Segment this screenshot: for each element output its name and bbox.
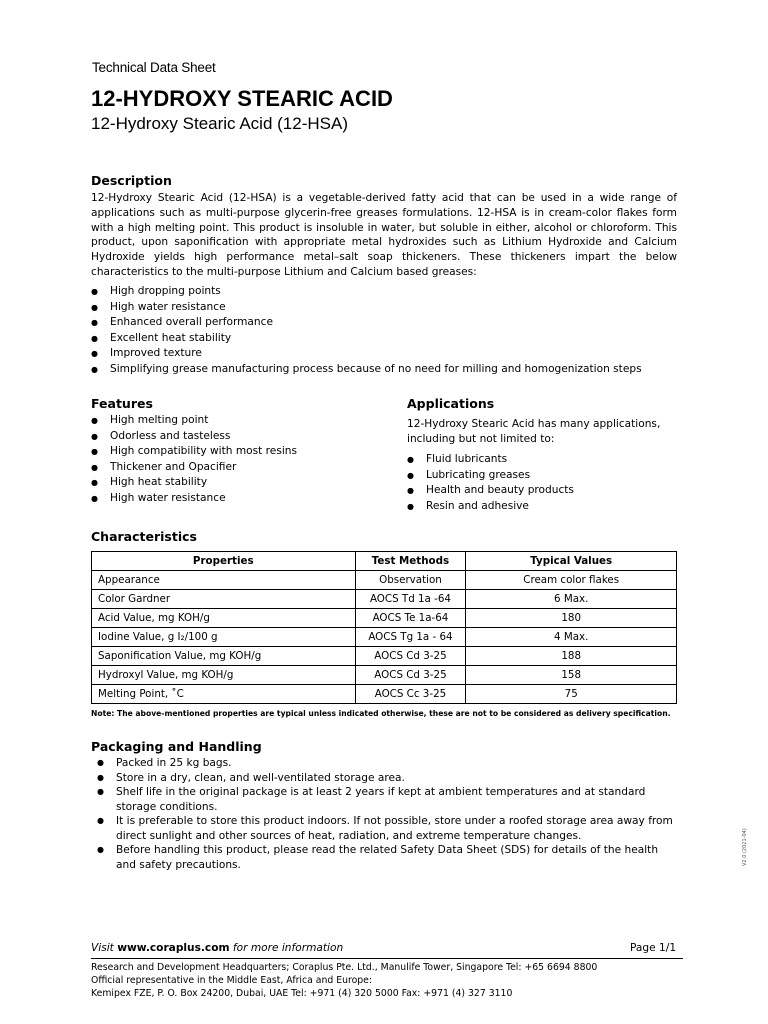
property-cell: Melting Point, ˚C <box>92 685 356 704</box>
list-item: ● Fluid lubricants <box>407 452 677 468</box>
applications-intro: 12-Hydroxy Stearic Acid has many applications, including but not limited to: <box>407 418 661 445</box>
applications-heading: Applications <box>407 396 495 411</box>
list-item: ● Improved texture <box>91 346 691 362</box>
description-text: 12-Hydroxy Stearic Acid (12-HSA) is a vegetable-derived fatty acid that can be used in a wide range of applications such as multi-purpose glycerin-free greases formulations. 12-HSA is in cream-color flakes form with a high melting point. This product is insoluble in water, but soluble in either, alcohol or chloroform. This product, upon saponification with appropriate metal hydroxides such as Lithium Hydroxide and Calcium Hydroxide yields high performance metal–salt soap thickeners. These thickeners impart the below characteristics to the multi-purpose Lithium and Calcium based greases: <box>91 192 677 278</box>
list-item: ● High compatibility with most resins <box>91 444 381 460</box>
applications-bullet-list <box>407 452 677 514</box>
list-item: ● Simplifying grease manufacturing process because of no need for milling and homogenization steps <box>91 362 691 378</box>
method-cell: Observation <box>355 571 466 590</box>
value-cell: 188 <box>466 647 677 666</box>
method-cell: AOCS Tg 1a - 64 <box>355 628 466 647</box>
footer-visit <box>91 942 343 954</box>
property-cell: Color Gardner <box>92 590 356 609</box>
property-cell: Appearance <box>92 571 356 590</box>
table-note: Note: The above-mentioned properties are typical unless indicated otherwise, these are not to be considered as delivery specification. <box>91 709 671 718</box>
list-item: ● High dropping points <box>91 284 691 300</box>
value-cell: 180 <box>466 609 677 628</box>
list-item: ● Lubricating greases <box>407 468 677 484</box>
value-cell: 75 <box>466 685 677 704</box>
packaging-heading: Packaging and Handling <box>91 739 262 754</box>
property-cell: Iodine Value, g I₂/100 g <box>92 628 356 647</box>
page-number: Page 1/1 <box>630 942 677 954</box>
table-row <box>92 571 677 590</box>
table-row <box>92 647 677 666</box>
page-title: 12-HYDROXY STEARIC ACID <box>91 86 393 111</box>
footer-address-line: Official representative in the Middle East, Africa and Europe: <box>91 975 373 986</box>
visit-suffix: for more information <box>232 942 344 954</box>
list-item: ● Before handling this product, please read the related Safety Data Sheet (SDS) for details of the health and safety precautions. <box>97 843 679 872</box>
method-cell: AOCS Cc 3-25 <box>355 685 466 704</box>
list-item: ● High water resistance <box>91 491 381 507</box>
table-row <box>92 590 677 609</box>
description-heading: Description <box>91 173 172 188</box>
website-link[interactable]: www.coraplus.com <box>117 942 230 954</box>
list-item: ● Packed in 25 kg bags. <box>97 756 679 771</box>
column-header: Typical Values <box>466 552 677 571</box>
column-header: Properties <box>92 552 356 571</box>
list-item: ● It is preferable to store this product indoors. If not possible, store under a roofed storage area away from direct sunlight and other sources of heat, radiation, and extreme temperature changes. <box>97 814 679 843</box>
description-bullet-list <box>91 284 691 377</box>
method-cell: AOCS Te 1a-64 <box>355 609 466 628</box>
characteristics-heading: Characteristics <box>91 529 197 544</box>
features-heading: Features <box>91 396 153 411</box>
packaging-bullet-list <box>97 756 679 872</box>
value-cell: Cream color flakes <box>466 571 677 590</box>
list-item: ● Resin and adhesive <box>407 499 677 515</box>
column-header: Test Methods <box>355 552 466 571</box>
table-row <box>92 609 677 628</box>
footer-address-line: Research and Development Headquarters; Coraplus Pte. Ltd., Manulife Tower, Singapore Tel: +65 6694 8800 <box>91 962 598 973</box>
value-cell: 158 <box>466 666 677 685</box>
table-header-row <box>92 552 677 571</box>
footer-address-line: Kemipex FZE, P. O. Box 24200, Dubai, UAE Tel: +971 (4) 320 5000 Fax: +971 (4) 327 3110 <box>91 988 513 999</box>
method-cell: AOCS Cd 3-25 <box>355 666 466 685</box>
features-bullet-list <box>91 413 381 506</box>
method-cell: AOCS Td 1a -64 <box>355 590 466 609</box>
property-cell: Hydroxyl Value, mg KOH/g <box>92 666 356 685</box>
list-item: ● Shelf life in the original package is at least 2 years if kept at ambient temperatures and at standard storage conditions. <box>97 785 679 814</box>
table-row <box>92 666 677 685</box>
document-type: Technical Data Sheet <box>92 60 216 75</box>
list-item: ● Enhanced overall performance <box>91 315 691 331</box>
list-item: ● Excellent heat stability <box>91 331 691 347</box>
list-item: ● Thickener and Opacifier <box>91 460 381 476</box>
version-label: V2.0 (2021-04) <box>742 828 748 866</box>
page-subtitle: 12-Hydroxy Stearic Acid (12-HSA) <box>91 114 348 133</box>
list-item: ● Odorless and tasteless <box>91 429 381 445</box>
value-cell: 4 Max. <box>466 628 677 647</box>
visit-prefix: Visit <box>91 942 114 954</box>
property-cell: Saponification Value, mg KOH/g <box>92 647 356 666</box>
property-cell: Acid Value, mg KOH/g <box>92 609 356 628</box>
table-row <box>92 628 677 647</box>
method-cell: AOCS Cd 3-25 <box>355 647 466 666</box>
footer-divider <box>91 958 683 959</box>
list-item: ● Store in a dry, clean, and well-ventilated storage area. <box>97 771 679 786</box>
list-item: ● High melting point <box>91 413 381 429</box>
list-item: ● High water resistance <box>91 300 691 316</box>
value-cell: 6 Max. <box>466 590 677 609</box>
list-item: ● High heat stability <box>91 475 381 491</box>
table-row <box>92 685 677 704</box>
list-item: ● Health and beauty products <box>407 483 677 499</box>
characteristics-table <box>91 551 677 704</box>
